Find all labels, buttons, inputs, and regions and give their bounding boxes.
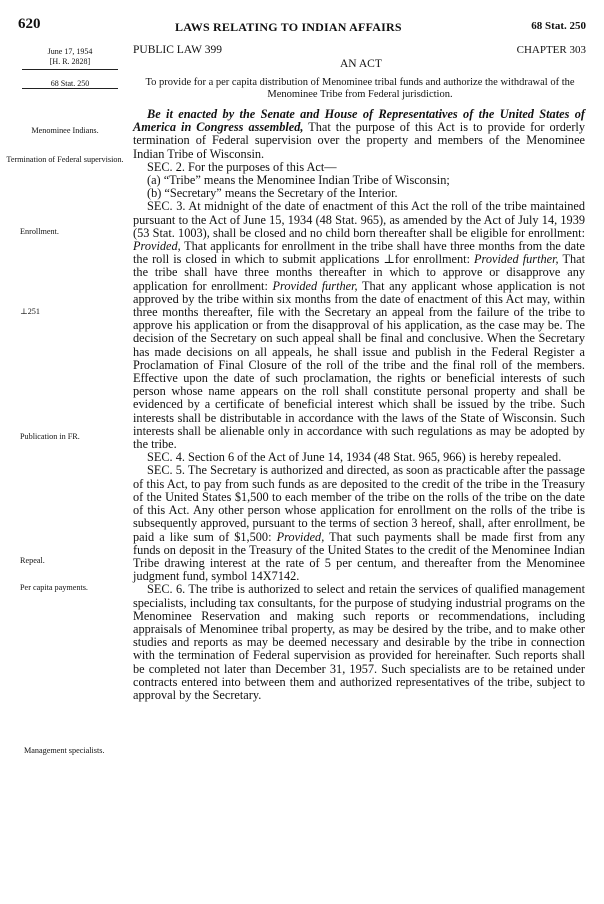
section-2-a: (a) “Tribe” means the Menominee Indian Tribe of Wisconsin; [147,173,450,188]
section-5-part-b: That such payments shall be made first from any funds on deposit in the Treasury of the United States to the credit of the Menominee Indian Tribe drawing interest at the rate of 5 per centum, and thereafter from the Menominee judgment fund, symbol 14X7142. [133,529,585,584]
enacting-paragraph [133,108,585,161]
provided-3: Provided further, [272,278,358,293]
section-3 [133,200,585,451]
enactment-date: June 17, 1954 [47,47,93,56]
header-stat-ref: 68 Stat. 250 [531,20,586,32]
provided-4: Provided, [276,529,325,544]
bill-number: [H. R. 2828] [49,57,91,66]
section-5-part-a: SEC. 5. The Secretary is authorized and directed, as soon as practicable after the passage of this Act, to pay from such funds as are deposited to the credit of the tribe in the Treasury of the United States $1,500 to each member of the tribe on the rolls of the tribe on the date of this Act. Any other person whose application for enrollment on the rolls of the tribe is subsequently approved, pursuant to the terms of section 3 hereof, shall, after enrollment, be paid a like sum of $1,500: [133,463,585,544]
citation-divider-bottom [22,88,118,89]
margin-note-management: Management specialists. [24,746,105,755]
margin-note-enrollment: Enrollment. [20,227,59,236]
public-law-number: PUBLIC LAW 399 [133,44,222,56]
section-3-part-d: That any applicant whose application is not approved by the tribe within six months from the date of enactment of this Act may, within three months thereafter, file with the Secretary an appeal from the failure of the tribe to approve his application or from the disapproval of his application, as the case may be. The decision of the Secretary on such appeal shall be final and conclusive. When the Secretary has made decisions on all appeals, he shall issue and publish in the Federal Register a Proclamation of Final Closure of the roll of the tribe and the final roll of the members. Effective upon the date of such proclamation, the rights or beneficial interests of such person whose name appears on the roll shall constitute personal property and shall be evidenced by a certificate of beneficial interest which shall be issued by the tribe. Such interests shall be distributable in accordance with the laws of the State of Wisconsin. Such interests shall be alienable only in accordance with such regulations as may be adopted by the tribe. [133,278,586,452]
section-5 [133,464,585,583]
margin-note-per-capita: Per capita payments. [20,583,88,592]
margin-note-termination: Termination of Federal supervision. [6,155,124,164]
citation-divider-top [22,69,118,70]
section-4: SEC. 4. Section 6 of the Act of June 14, 1934 (48 Stat. 965, 966) is hereby repealed. [147,450,562,465]
purpose-text: That the purpose of this Act is to provide for orderly termination of Federal supervision over the property and members of the Menominee Indian Tribe of Wisconsin. [133,120,585,161]
statute-body [133,108,585,702]
chapter-number: CHAPTER 303 [516,44,586,56]
margin-note-page-mark: ⊥251 [20,307,40,316]
act-heading: AN ACT [340,58,382,70]
margin-note-repeal: Repeal. [20,556,45,565]
provided-1: Provided, [133,239,181,254]
running-title: LAWS RELATING TO INDIAN AFFAIRS [175,20,402,34]
stat-citation: 68 Stat. 250 [50,79,90,88]
section-3-part-a: SEC. 3. At midnight of the date of enactment of this Act the roll of the tribe maintained pursuant to the Act of June 15, 1934 (48 Stat. 965), as amended by the Act of July 14, 1939 (53 Stat. 1003), shall be closed and no child born thereafter shall be eligible for enrollment: [133,199,585,240]
enacting-clause: Be it enacted by the Senate and House of Representatives of the United States of America in Congress assembled, [133,107,585,135]
section-3-part-b: That applicants for enrollment in the tribe shall have three months from the date the roll is closed in which to submit applications ⊥for enrollment: [133,239,585,267]
margin-note-menominee: Menominee Indians. [31,126,99,135]
section-2-intro: SEC. 2. For the purposes of this Act— [147,159,337,174]
margin-note-publication: Publication in FR. [20,432,80,441]
section-3-part-c: That the tribe shall have three months thereafter in which to approve or disapprove any application for enrollment: [133,252,585,293]
provided-2: Provided further, [474,252,559,267]
page-number: 620 [18,16,41,32]
section-6: SEC. 6. The tribe is authorized to select and retain the services of qualified management specialists, including tax consultants, for the purpose of studying industrial programs on the Menominee Reservation and making such reports or recommendations, including appraisals of Menominee tribal property, as may be desired by the tribe, and to make other studies and reports as may be deemed necessary and desirable by the tribe in connection with the termination of Federal supervision as provided for hereinafter. Such reports shall be completed not later than December 31, 1957. Such specialists are to be retained under contracts entered into between them and authorized representatives of the tribe, subject to approval by the Secretary. [133,582,585,702]
section-2-b: (b) “Secretary” means the Secretary of the Interior. [147,186,398,201]
act-purpose: To provide for a per capita distribution of Menominee tribal funds and authorize the withdrawal of the Menominee Tribe from Federal jurisdiction. [145,77,575,100]
